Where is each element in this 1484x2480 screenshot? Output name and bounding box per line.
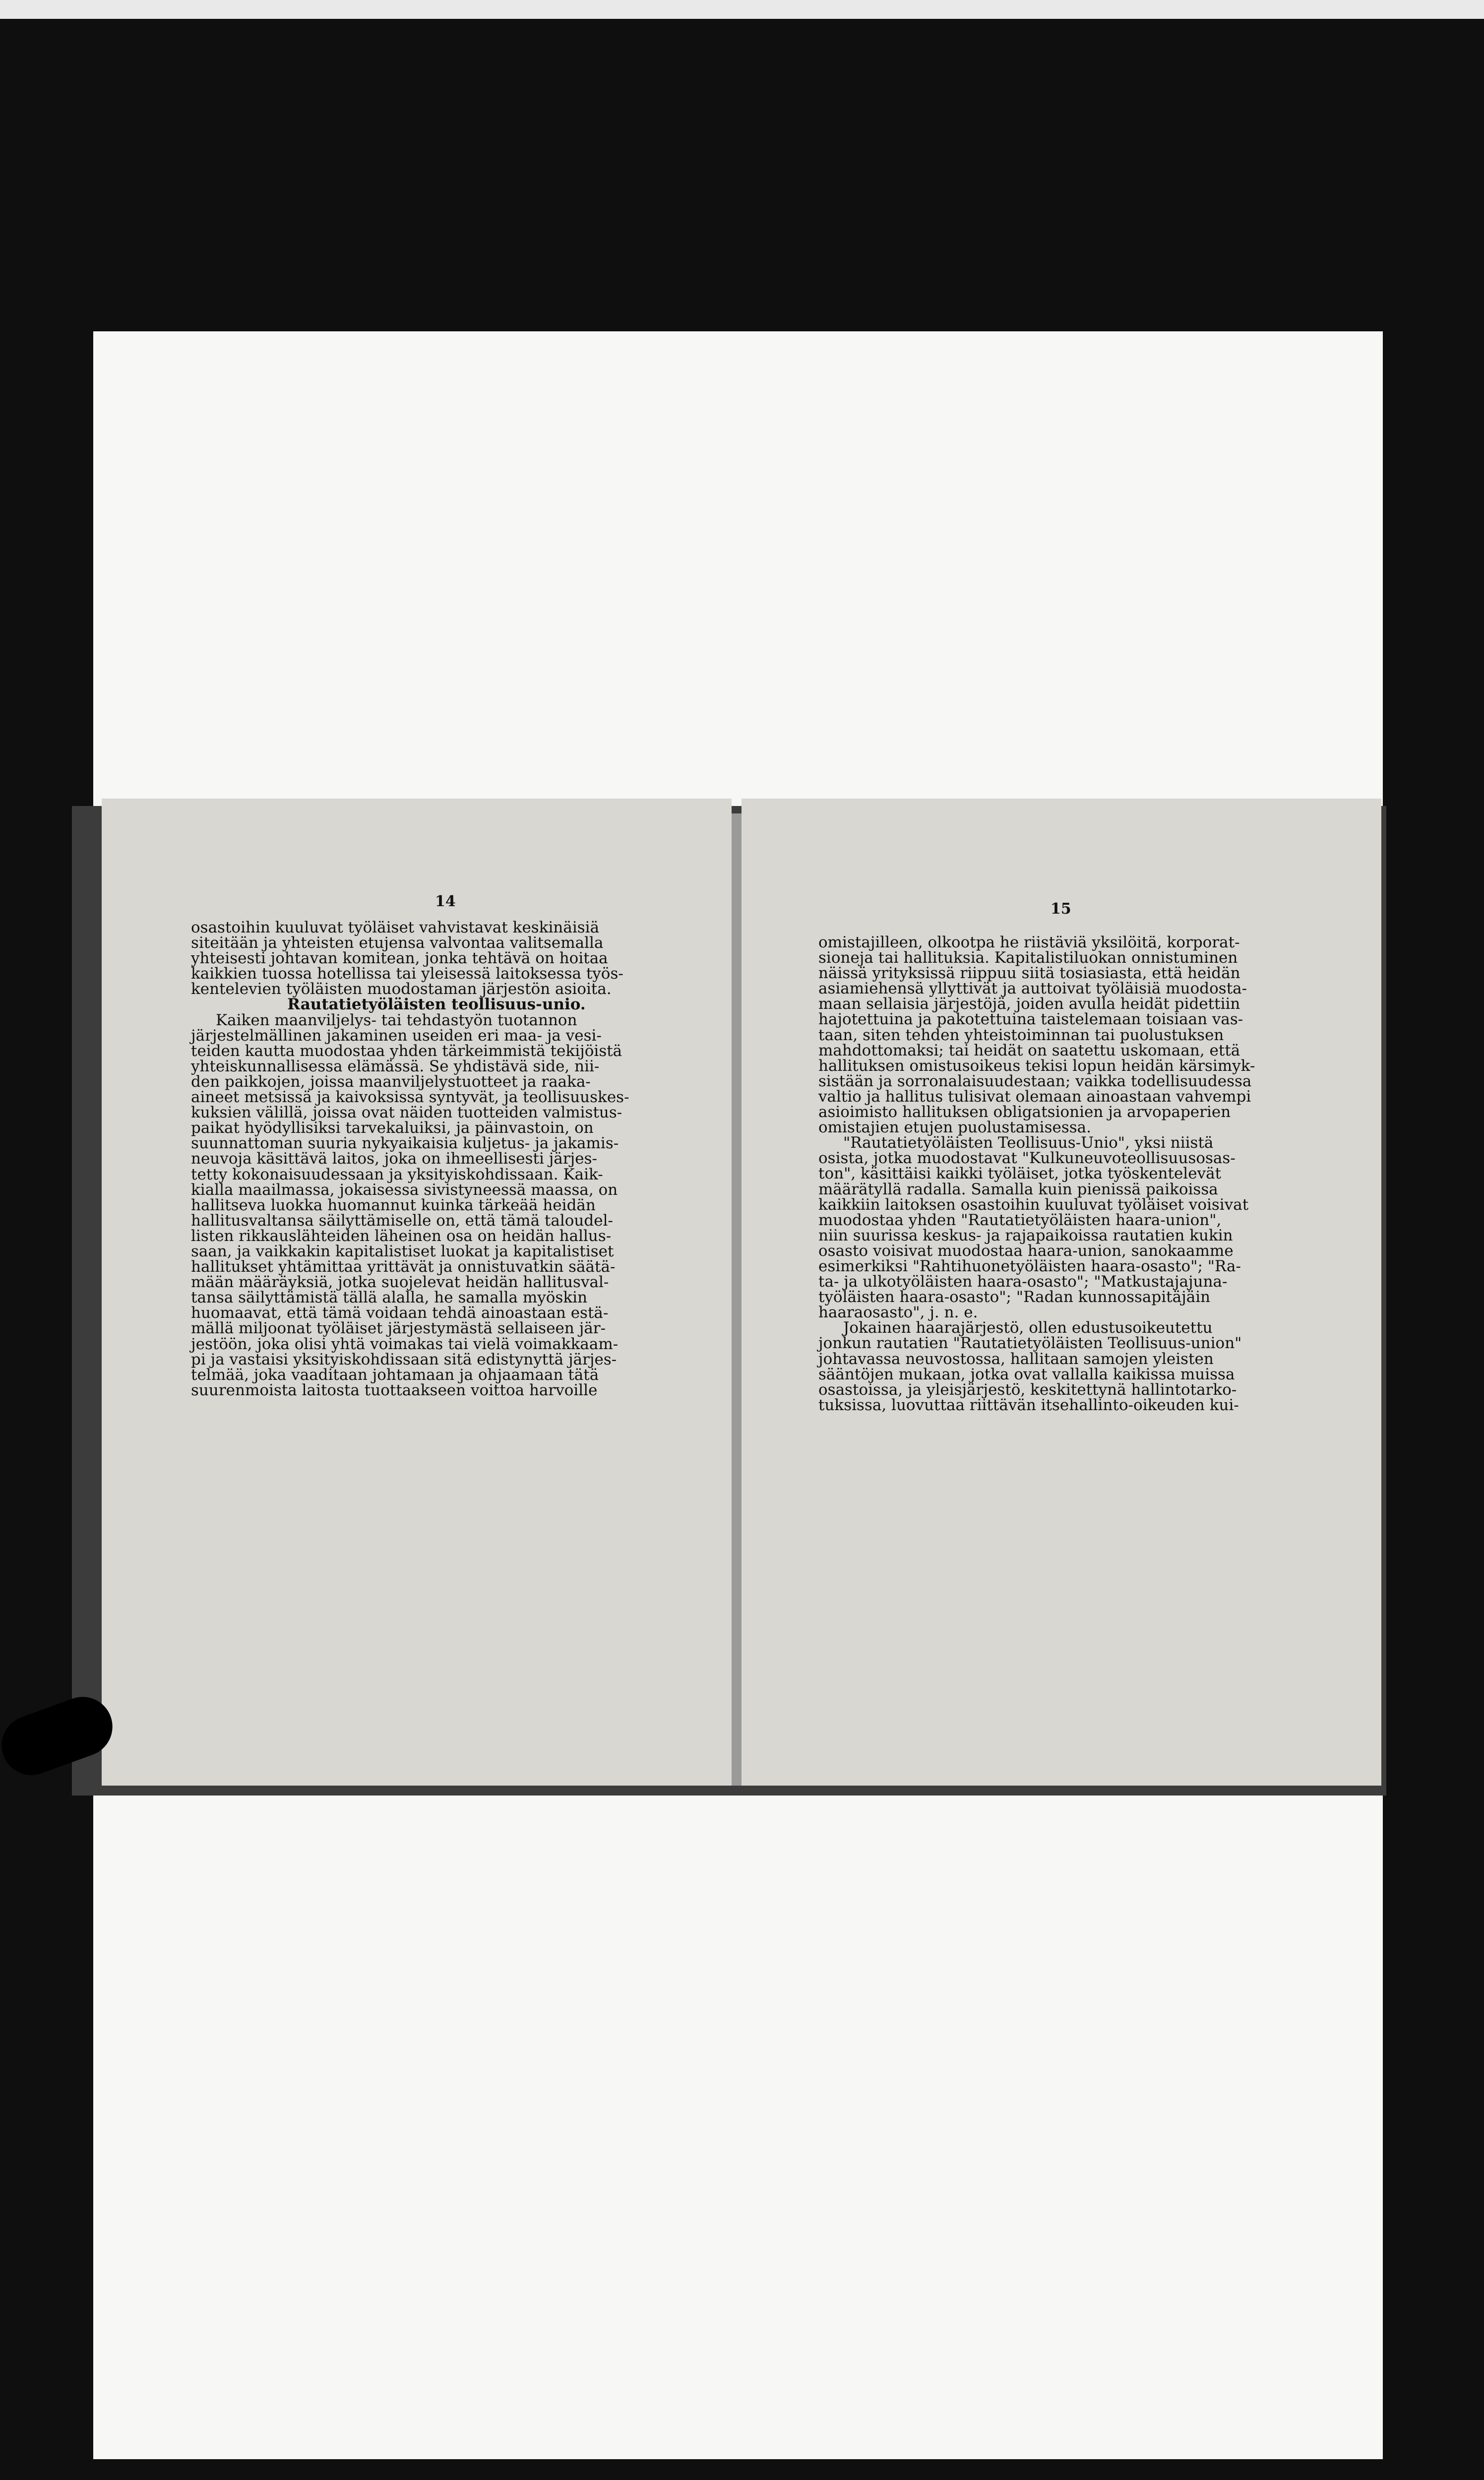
text-line: mahdottomaksi; tai heidät on saatettu uskomaan, että (818, 1041, 1240, 1059)
text-line: asioimisto hallituksen obligatsionien ja arvopaperien (818, 1103, 1231, 1121)
text-line: sioneja tai hallituksia. Kapitalistiluokan onnistuminen (818, 949, 1238, 967)
text-line: ton", käsittäisi kaikki työläiset, jotka työskentelevät (818, 1165, 1222, 1183)
text-line: kuksien välillä, joissa ovat näiden tuotteiden valmistus- (191, 1104, 622, 1122)
right-paragraph-1 (818, 935, 1309, 1135)
book-gutter (732, 813, 742, 1786)
text-line: tetty kokonaisuudessaan ja yksityiskohdissaan. Kaik- (191, 1165, 603, 1183)
text-line: määrätyllä radalla. Samalla kuin pienissä paikoissa (818, 1180, 1218, 1198)
text-line: Kaiken maanviljelys- tai tehdastyön tuotannon (216, 1011, 577, 1029)
right-page-number: 15 (1051, 900, 1071, 918)
text-line: haaraosasto", j. n. e. (818, 1303, 978, 1322)
text-line: huomaavat, että tämä voidaan tehdä ainoastaan estä- (191, 1304, 609, 1322)
text-line: hallitusvaltansa säilyttämiselle on, että tämä taloudel- (191, 1211, 613, 1230)
right-page-text (818, 935, 1309, 1413)
text-line: mällä miljoonat työläiset järjestymästä sellaiseen jär- (191, 1319, 606, 1338)
text-line: teiden kautta muodostaa yhden tärkeimmistä tekijöistä (191, 1042, 622, 1060)
text-line: suunnattoman suuria nykyaikaisia kuljetus- ja jakamis- (191, 1134, 619, 1153)
text-line: muodostaa yhden "Rautatietyöläisten haara-union", (818, 1211, 1222, 1229)
text-line: sääntöjen mukaan, jotka ovat vallalla kaikissa muissa (818, 1365, 1235, 1383)
left-paragraph (191, 1013, 682, 1398)
text-line: kentelevien työläisten muodostaman järjestön asioita. (191, 980, 612, 998)
text-line: listen rikkauslähteiden läheinen osa on heidän hallus- (191, 1227, 612, 1245)
text-line: valtio ja hallitus tulisivat olemaan ainoastaan vahvempi (818, 1087, 1251, 1106)
text-line: osastoissa, ja yleisjärjestö, keskitettynä hallintotarko- (818, 1380, 1237, 1399)
text-line: telmää, joka vaaditaan johtamaan ja ohjaamaan tätä (191, 1365, 599, 1384)
text-line: kaikkiin laitoksen osastoihin kuuluvat työläiset voisivat (818, 1195, 1249, 1214)
right-paragraph-2 (818, 1135, 1309, 1320)
text-line: kaikkien tuossa hotellissa tai yleisessä laitoksessa työs- (191, 965, 623, 983)
text-line: yhteisesti johtavan komitean, jonka tehtävä on hoitaa (191, 949, 608, 968)
text-line: osista, jotka muodostavat "Kulkuneuvoteollisuusosas- (818, 1149, 1236, 1168)
text-line: osastoihin kuuluvat työläiset vahvistavat keskinäisiä (191, 919, 600, 936)
text-line: ta- ja ulkotyöläisten haara-osasto"; "Matkustajajuna- (818, 1273, 1228, 1291)
text-line: omistajilleen, olkootpa he riistäviä yksilöitä, korporat- (818, 933, 1240, 951)
text-line: taan, siten tehden yhteistoiminnan tai puolustuksen (818, 1026, 1224, 1044)
left-page-text (191, 920, 682, 1398)
text-line: omistajien etujen puolustamisessa. (818, 1118, 1091, 1137)
text-line: siteitään ja yhteisten etujensa valvontaa valitsemalla (191, 934, 604, 952)
text-line: jonkun rautatien "Rautatietyöläisten Teollisuus-union" (818, 1334, 1242, 1353)
text-line: den paikkojen, joissa maanviljelystuotteet ja raaka- (191, 1072, 591, 1091)
text-line: suurenmoista laitosta tuottaakseen voittoa harvoille (191, 1381, 598, 1399)
text-line: näissä yrityksissä riippuu siitä tosiasiasta, että heidän (818, 964, 1240, 983)
text-line: työläisten haara-osasto"; "Radan kunnossapitäjäin (818, 1288, 1211, 1306)
text-line: pi ja vastaisi yksityiskohdissaan sitä edistynyttä järjes- (191, 1350, 617, 1368)
text-line: kialla maailmassa, jokaisessa sivistyneessä maassa, on (191, 1180, 618, 1199)
text-line: maan sellaisia järjestöjä, joiden avulla heidät pidettiin (818, 995, 1240, 1013)
text-line: esimerkiksi "Rahtihuonetyöläisten haara-osasto"; "Ra- (818, 1257, 1241, 1275)
text-line: hallituksen omistusoikeus tekisi lopun heidän kärsimyk- (818, 1056, 1255, 1075)
text-line: tuksissa, luovuttaa riittävän itsehallinto-oikeuden kui- (818, 1396, 1239, 1414)
text-line: Jokainen haarajärjestö, ollen edustusoikeutettu (843, 1319, 1213, 1337)
text-line: sistään ja sorronalaisuudestaan; vaikka todellisuudessa (818, 1072, 1252, 1090)
text-line: aineet metsissä ja kaivoksissa syntyvät, ja teollisuuskes- (191, 1088, 629, 1107)
text-line: järjestelmällinen jakaminen useiden eri maa- ja vesi- (191, 1026, 602, 1045)
text-line: saan, ja vaikkakin kapitalistiset luokat ja kapitalistiset (191, 1242, 614, 1260)
right-paragraph-3 (818, 1320, 1309, 1413)
text-line: hallitseva luokka huomannut kuinka tärkeää heidän (191, 1196, 596, 1214)
text-line: neuvoja käsittävä laitos, joka on ihmeellisesti järjes- (191, 1150, 598, 1168)
text-line: tansa säilyttämistä tällä alalla, he samalla myöskin (191, 1289, 588, 1307)
left-opening-lines (191, 920, 682, 997)
text-line: asiamiehensä yllyttivät ja auttoivat työläisiä muodosta- (818, 980, 1247, 998)
text-line: hajotettuina ja pakotettuina taistelemaan toisiaan vas- (818, 1010, 1243, 1029)
text-line: osasto voisivat muodostaa haara-union, sanokaamme (818, 1241, 1234, 1260)
text-line: niin suurissa keskus- ja rajapaikoissa rautatien kukin (818, 1226, 1233, 1244)
text-line: yhteiskunnallisessa elämässä. Se yhdistävä side, nii- (191, 1057, 600, 1075)
left-page-number: 14 (435, 893, 456, 910)
text-line: johtavassa neuvostossa, hallitaan samojen yleisten (818, 1350, 1214, 1368)
text-line: jestöön, joka olisi yhtä voimakas tai vielä voimakkaam- (191, 1335, 618, 1353)
film-edge-top (0, 0, 1484, 19)
text-line: paikat hyödyllisiksi tarvekaluiksi, ja päinvastoin, on (191, 1119, 594, 1137)
text-line: mään määräyksiä, jotka suojelevat heidän hallitusval- (191, 1273, 609, 1292)
section-heading: Rautatietyöläisten teollisuus-unio. (287, 995, 586, 1014)
text-line: "Rautatietyöläisten Teollisuus-Unio", yksi niistä (843, 1134, 1214, 1152)
text-line: hallitukset yhtämittaa yrittävät ja onnistuvatkin säätä- (191, 1258, 616, 1276)
